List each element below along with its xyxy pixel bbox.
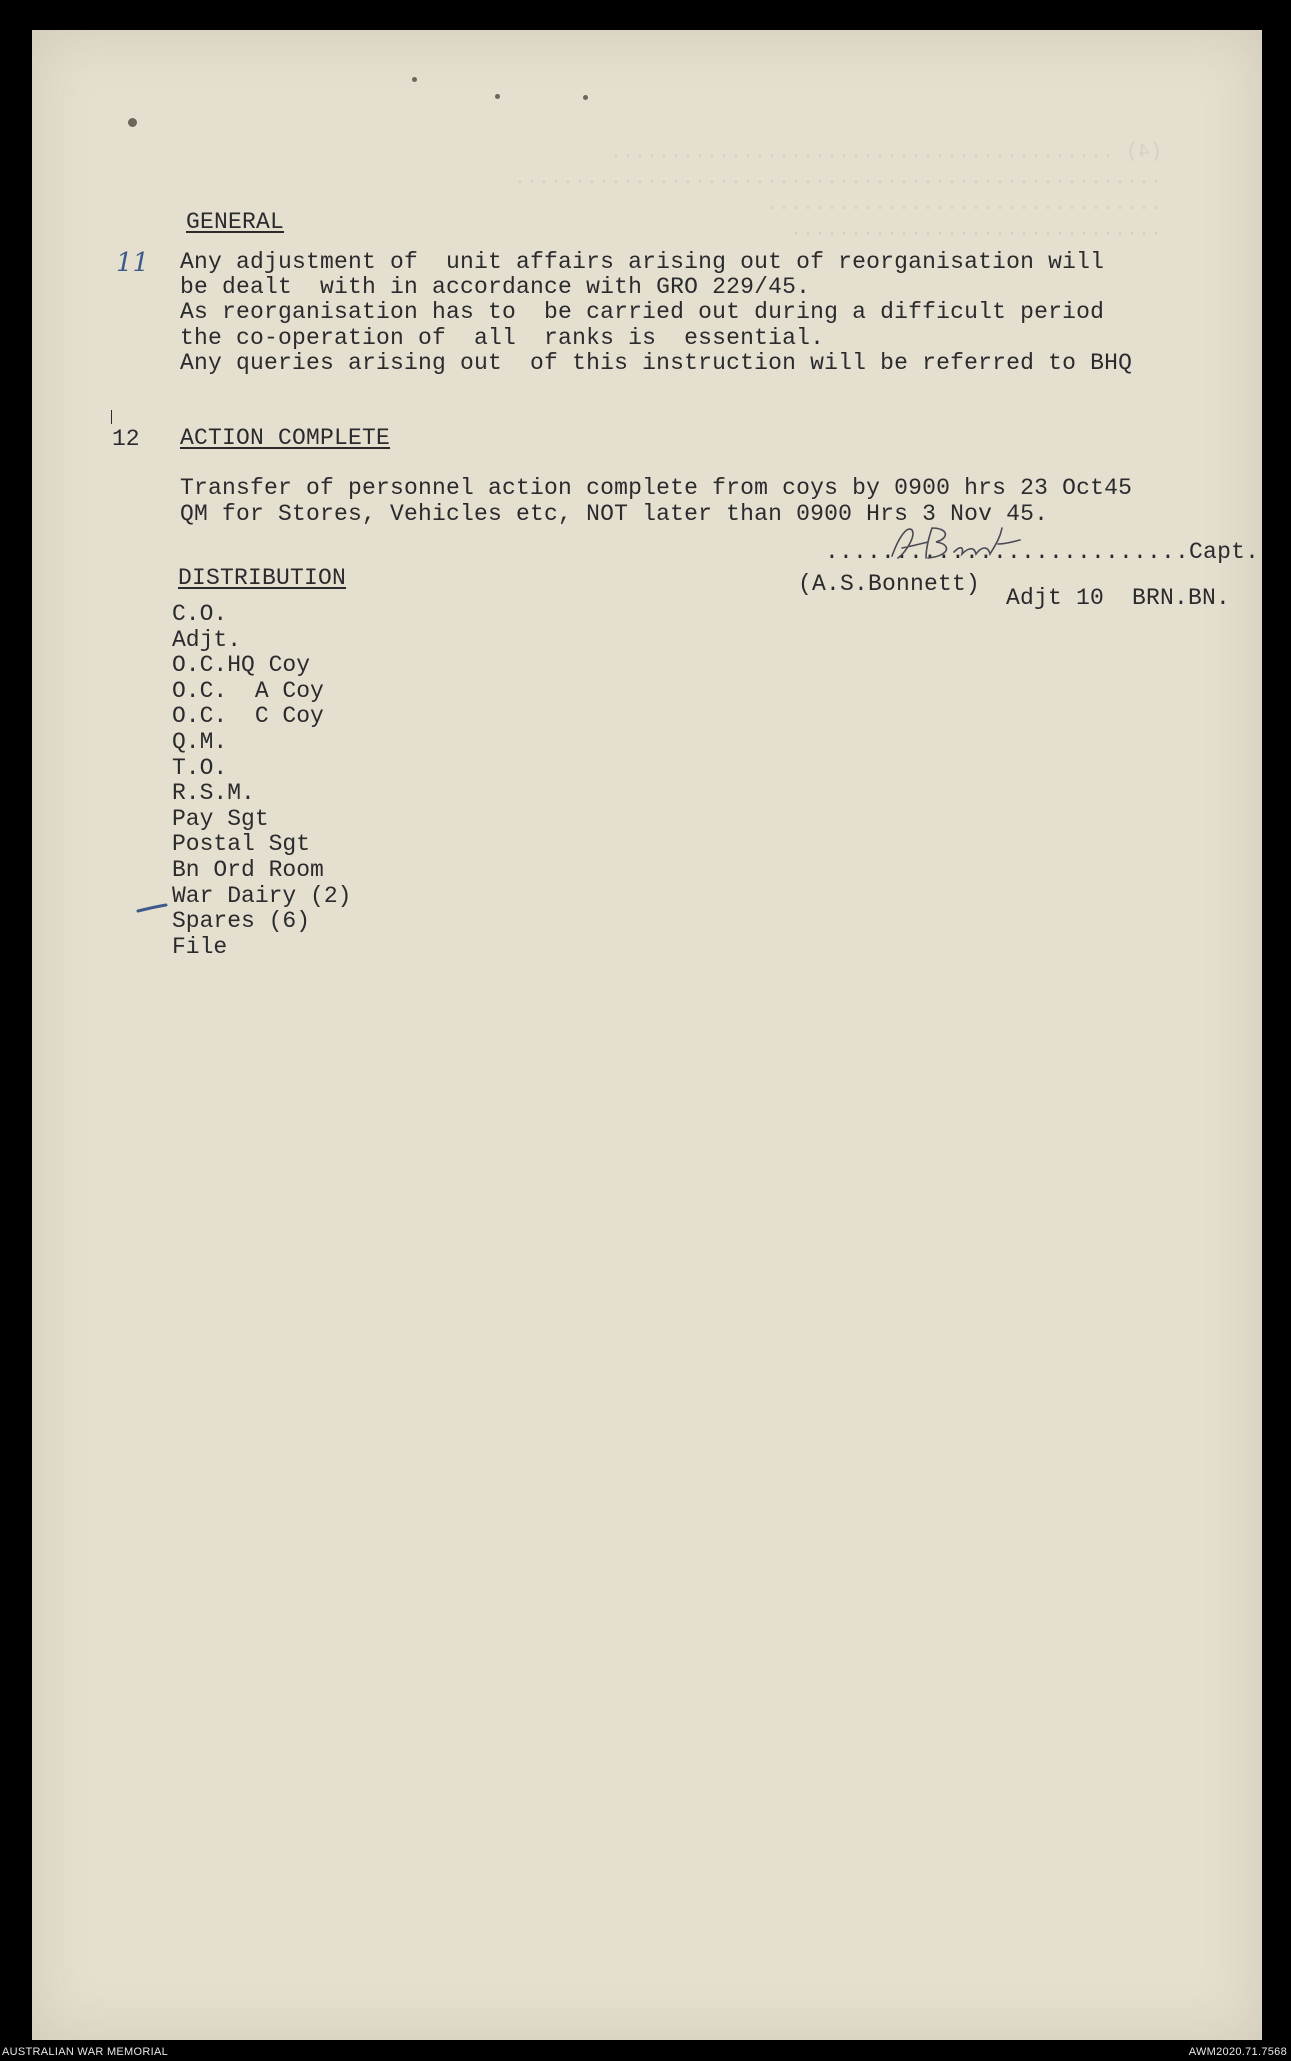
distribution-item: Postal Sgt [172,831,311,858]
distribution-item: Spares (6) [172,908,311,935]
distribution-item: C.O. [172,601,228,627]
distribution-item: File [172,933,228,960]
punch-hole [128,118,137,127]
document-page [32,30,1262,2040]
distribution-item: War Dairy (2) [172,882,352,909]
action-line-1: Transfer of personnel action complete from coys by 0900 hrs 23 Oct45 [180,475,1133,501]
paragraph-number-12: 12 [112,426,140,452]
distribution-item: Pay Sgt [172,805,269,832]
distribution-list [172,602,351,960]
punch-hole [583,95,588,100]
show-through-text: (4) .......................................... ...................................................... ................................. ............................... [513,141,1162,242]
distribution-item: R.S.M. [172,780,255,807]
distribution-item: T.O. [172,754,228,781]
distribution-item: O.C. A Coy [172,677,324,704]
pen-tick-mark [136,901,172,915]
signature-dotted-line: ..........................Capt. [825,539,1260,565]
section-heading-general: GENERAL [186,209,285,235]
paragraph-tick [111,410,112,424]
general-line-1: Any adjustment of unit affairs arising out of reorganisation will [180,249,1105,275]
section-heading-distribution: DISTRIBUTION [178,565,347,591]
general-line-3: As reorganisation has to be carried out during a difficult period [180,299,1105,325]
action-line-2: QM for Stores, Vehicles etc, NOT later than 0900 Hrs 3 Nov 45. [180,501,1049,527]
footer-right-caption: AWM2020.71.7568 [1188,2046,1287,2058]
punch-hole [412,77,417,82]
signatory-name: (A.S.Bonnett) [798,571,981,597]
distribution-item: Bn Ord Room [172,856,324,883]
handwritten-signature [888,520,1048,570]
general-line-2: be dealt with in accordance with GRO 229/45. [180,274,811,300]
section-heading-action-complete: ACTION COMPLETE [180,425,391,451]
margin-mark-paragraph-11: 11 [116,248,150,278]
distribution-item: O.C. C Coy [172,703,324,730]
distribution-item: Q.M. [172,728,228,755]
distribution-item: Adjt. [172,626,242,653]
general-line-4: the co-operation of all ranks is essential. [180,325,825,351]
signatory-appointment: Adjt 10 BRN.BN. [1006,585,1231,611]
distribution-item: O.C.HQ Coy [172,652,311,679]
general-line-5: Any queries arising out of this instruction will be referred to BHQ [180,350,1133,376]
footer-left-caption: AUSTRALIAN WAR MEMORIAL [2,2046,169,2058]
punch-hole [495,94,500,99]
